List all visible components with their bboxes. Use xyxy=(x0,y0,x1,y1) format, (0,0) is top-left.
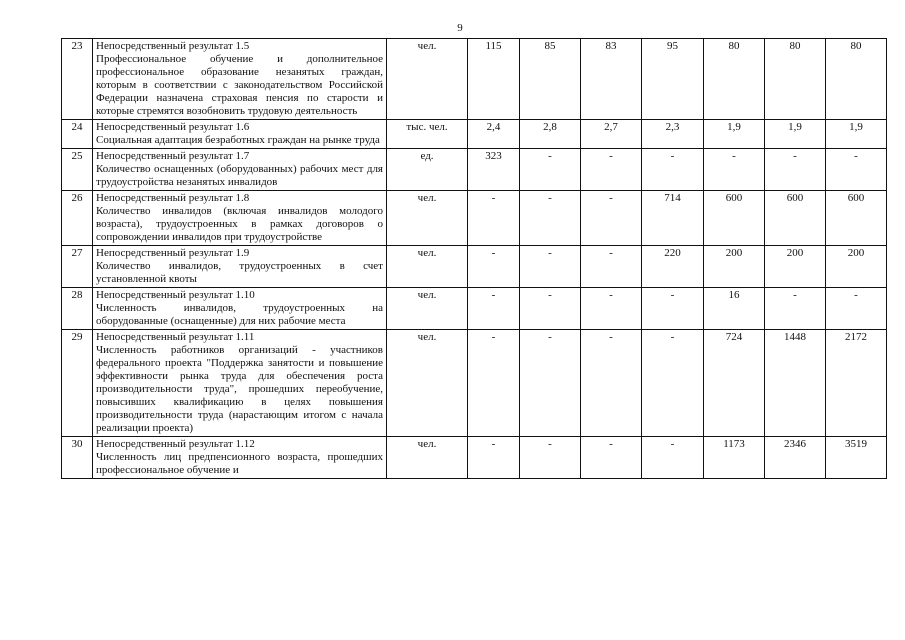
table-body xyxy=(62,39,887,479)
result-text: Социальная адаптация безработных граждан на рынке труда xyxy=(96,134,380,146)
value-cell: 714 xyxy=(642,191,704,246)
result-description xyxy=(93,288,387,330)
value-cell: 80 xyxy=(704,39,765,120)
value-cell: - xyxy=(581,191,642,246)
result-title: Непосредственный результат 1.8 xyxy=(96,192,250,204)
value-cell: 600 xyxy=(826,191,887,246)
value-cell: 2,3 xyxy=(642,120,704,149)
value-cell: - xyxy=(765,288,826,330)
result-text: Численность лиц предпенсионного возраста, прошедших профессиональное обучение и xyxy=(96,451,383,476)
unit-cell: чел. xyxy=(387,39,468,120)
value-cell: 724 xyxy=(704,330,765,437)
value-cell: 1448 xyxy=(765,330,826,437)
value-cell: - xyxy=(642,437,704,479)
row-number: 26 xyxy=(62,191,93,246)
value-cell: - xyxy=(520,191,581,246)
unit-cell: чел. xyxy=(387,191,468,246)
value-cell: - xyxy=(581,330,642,437)
value-cell: 200 xyxy=(704,246,765,288)
value-cell: 200 xyxy=(765,246,826,288)
value-cell: 220 xyxy=(642,246,704,288)
value-cell: 2,7 xyxy=(581,120,642,149)
value-cell: 323 xyxy=(468,149,520,191)
row-number: 25 xyxy=(62,149,93,191)
value-cell: - xyxy=(704,149,765,191)
value-cell: 80 xyxy=(826,39,887,120)
unit-cell: чел. xyxy=(387,330,468,437)
unit-cell: чел. xyxy=(387,437,468,479)
result-title: Непосредственный результат 1.12 xyxy=(96,438,255,450)
value-cell: 3519 xyxy=(826,437,887,479)
value-cell: 600 xyxy=(704,191,765,246)
table-row xyxy=(62,120,887,149)
result-title: Непосредственный результат 1.6 xyxy=(96,121,250,133)
row-number: 30 xyxy=(62,437,93,479)
value-cell: 1,9 xyxy=(704,120,765,149)
unit-cell: чел. xyxy=(387,246,468,288)
result-text: Количество оснащенных (оборудованных) рабочих мест для трудоустройства незанятых инвалидов xyxy=(96,163,383,188)
value-cell: - xyxy=(468,437,520,479)
value-cell: 2,8 xyxy=(520,120,581,149)
result-description xyxy=(93,437,387,479)
value-cell: - xyxy=(520,149,581,191)
value-cell: 95 xyxy=(642,39,704,120)
result-description xyxy=(93,191,387,246)
results-table xyxy=(61,38,887,479)
result-title: Непосредственный результат 1.7 xyxy=(96,150,250,162)
result-text: Численность инвалидов, трудоустроенных на оборудованные (оснащенные) для них рабочие места xyxy=(96,302,383,327)
row-number: 29 xyxy=(62,330,93,437)
value-cell: - xyxy=(520,437,581,479)
value-cell: - xyxy=(765,149,826,191)
value-cell: - xyxy=(581,149,642,191)
value-cell: 200 xyxy=(826,246,887,288)
result-description xyxy=(93,246,387,288)
table-row xyxy=(62,246,887,288)
page-number: 9 xyxy=(457,22,463,34)
unit-cell: тыс. чел. xyxy=(387,120,468,149)
result-description xyxy=(93,330,387,437)
value-cell: - xyxy=(468,288,520,330)
value-cell: - xyxy=(826,149,887,191)
value-cell: 2346 xyxy=(765,437,826,479)
value-cell: 83 xyxy=(581,39,642,120)
result-title: Непосредственный результат 1.9 xyxy=(96,247,250,259)
table-row xyxy=(62,330,887,437)
result-text: Численность работников организаций - участников федерального проекта "Поддержка занятости и повышение эффективности рынка труда для обеспечения роста производительности труда", прошедших переобучение, повысивших квалификацию в целях повышения производительности труда (нарастающим итогом с начала реализации проекта) xyxy=(96,344,383,434)
value-cell: 1,9 xyxy=(765,120,826,149)
value-cell: 85 xyxy=(520,39,581,120)
table-row xyxy=(62,149,887,191)
value-cell: - xyxy=(520,246,581,288)
result-description xyxy=(93,149,387,191)
result-text: Количество инвалидов (включая инвалидов молодого возраста), трудоустроенных в рамках договоров о сопровождении инвалидов при трудоустройстве xyxy=(96,205,383,243)
result-title: Непосредственный результат 1.5 xyxy=(96,40,250,52)
row-number: 27 xyxy=(62,246,93,288)
value-cell: - xyxy=(642,330,704,437)
result-description xyxy=(93,120,387,149)
table-row xyxy=(62,191,887,246)
value-cell: - xyxy=(520,330,581,437)
value-cell: 115 xyxy=(468,39,520,120)
value-cell: - xyxy=(520,288,581,330)
value-cell: - xyxy=(468,191,520,246)
value-cell: - xyxy=(642,149,704,191)
value-cell: - xyxy=(826,288,887,330)
table-row xyxy=(62,437,887,479)
value-cell: - xyxy=(581,288,642,330)
value-cell: 1,9 xyxy=(826,120,887,149)
value-cell: 2172 xyxy=(826,330,887,437)
value-cell: - xyxy=(581,437,642,479)
unit-cell: ед. xyxy=(387,149,468,191)
row-number: 23 xyxy=(62,39,93,120)
value-cell: 2,4 xyxy=(468,120,520,149)
value-cell: 80 xyxy=(765,39,826,120)
value-cell: 600 xyxy=(765,191,826,246)
table-row xyxy=(62,39,887,120)
result-text: Профессиональное обучение и дополнительное профессиональное образование незанятых граждан, которым в соответствии с законодательством Российской Федерации назначена страховая пенсия по старости и которые стремятся возобновить трудовую деятельность xyxy=(96,53,383,117)
row-number: 28 xyxy=(62,288,93,330)
value-cell: - xyxy=(468,246,520,288)
result-text: Количество инвалидов, трудоустроенных в счет установленной квоты xyxy=(96,260,383,285)
value-cell: 16 xyxy=(704,288,765,330)
value-cell: - xyxy=(468,330,520,437)
value-cell: - xyxy=(642,288,704,330)
result-description xyxy=(93,39,387,120)
table-row xyxy=(62,288,887,330)
row-number: 24 xyxy=(62,120,93,149)
result-title: Непосредственный результат 1.10 xyxy=(96,289,255,301)
value-cell: 1173 xyxy=(704,437,765,479)
unit-cell: чел. xyxy=(387,288,468,330)
value-cell: - xyxy=(581,246,642,288)
result-title: Непосредственный результат 1.11 xyxy=(96,331,255,343)
